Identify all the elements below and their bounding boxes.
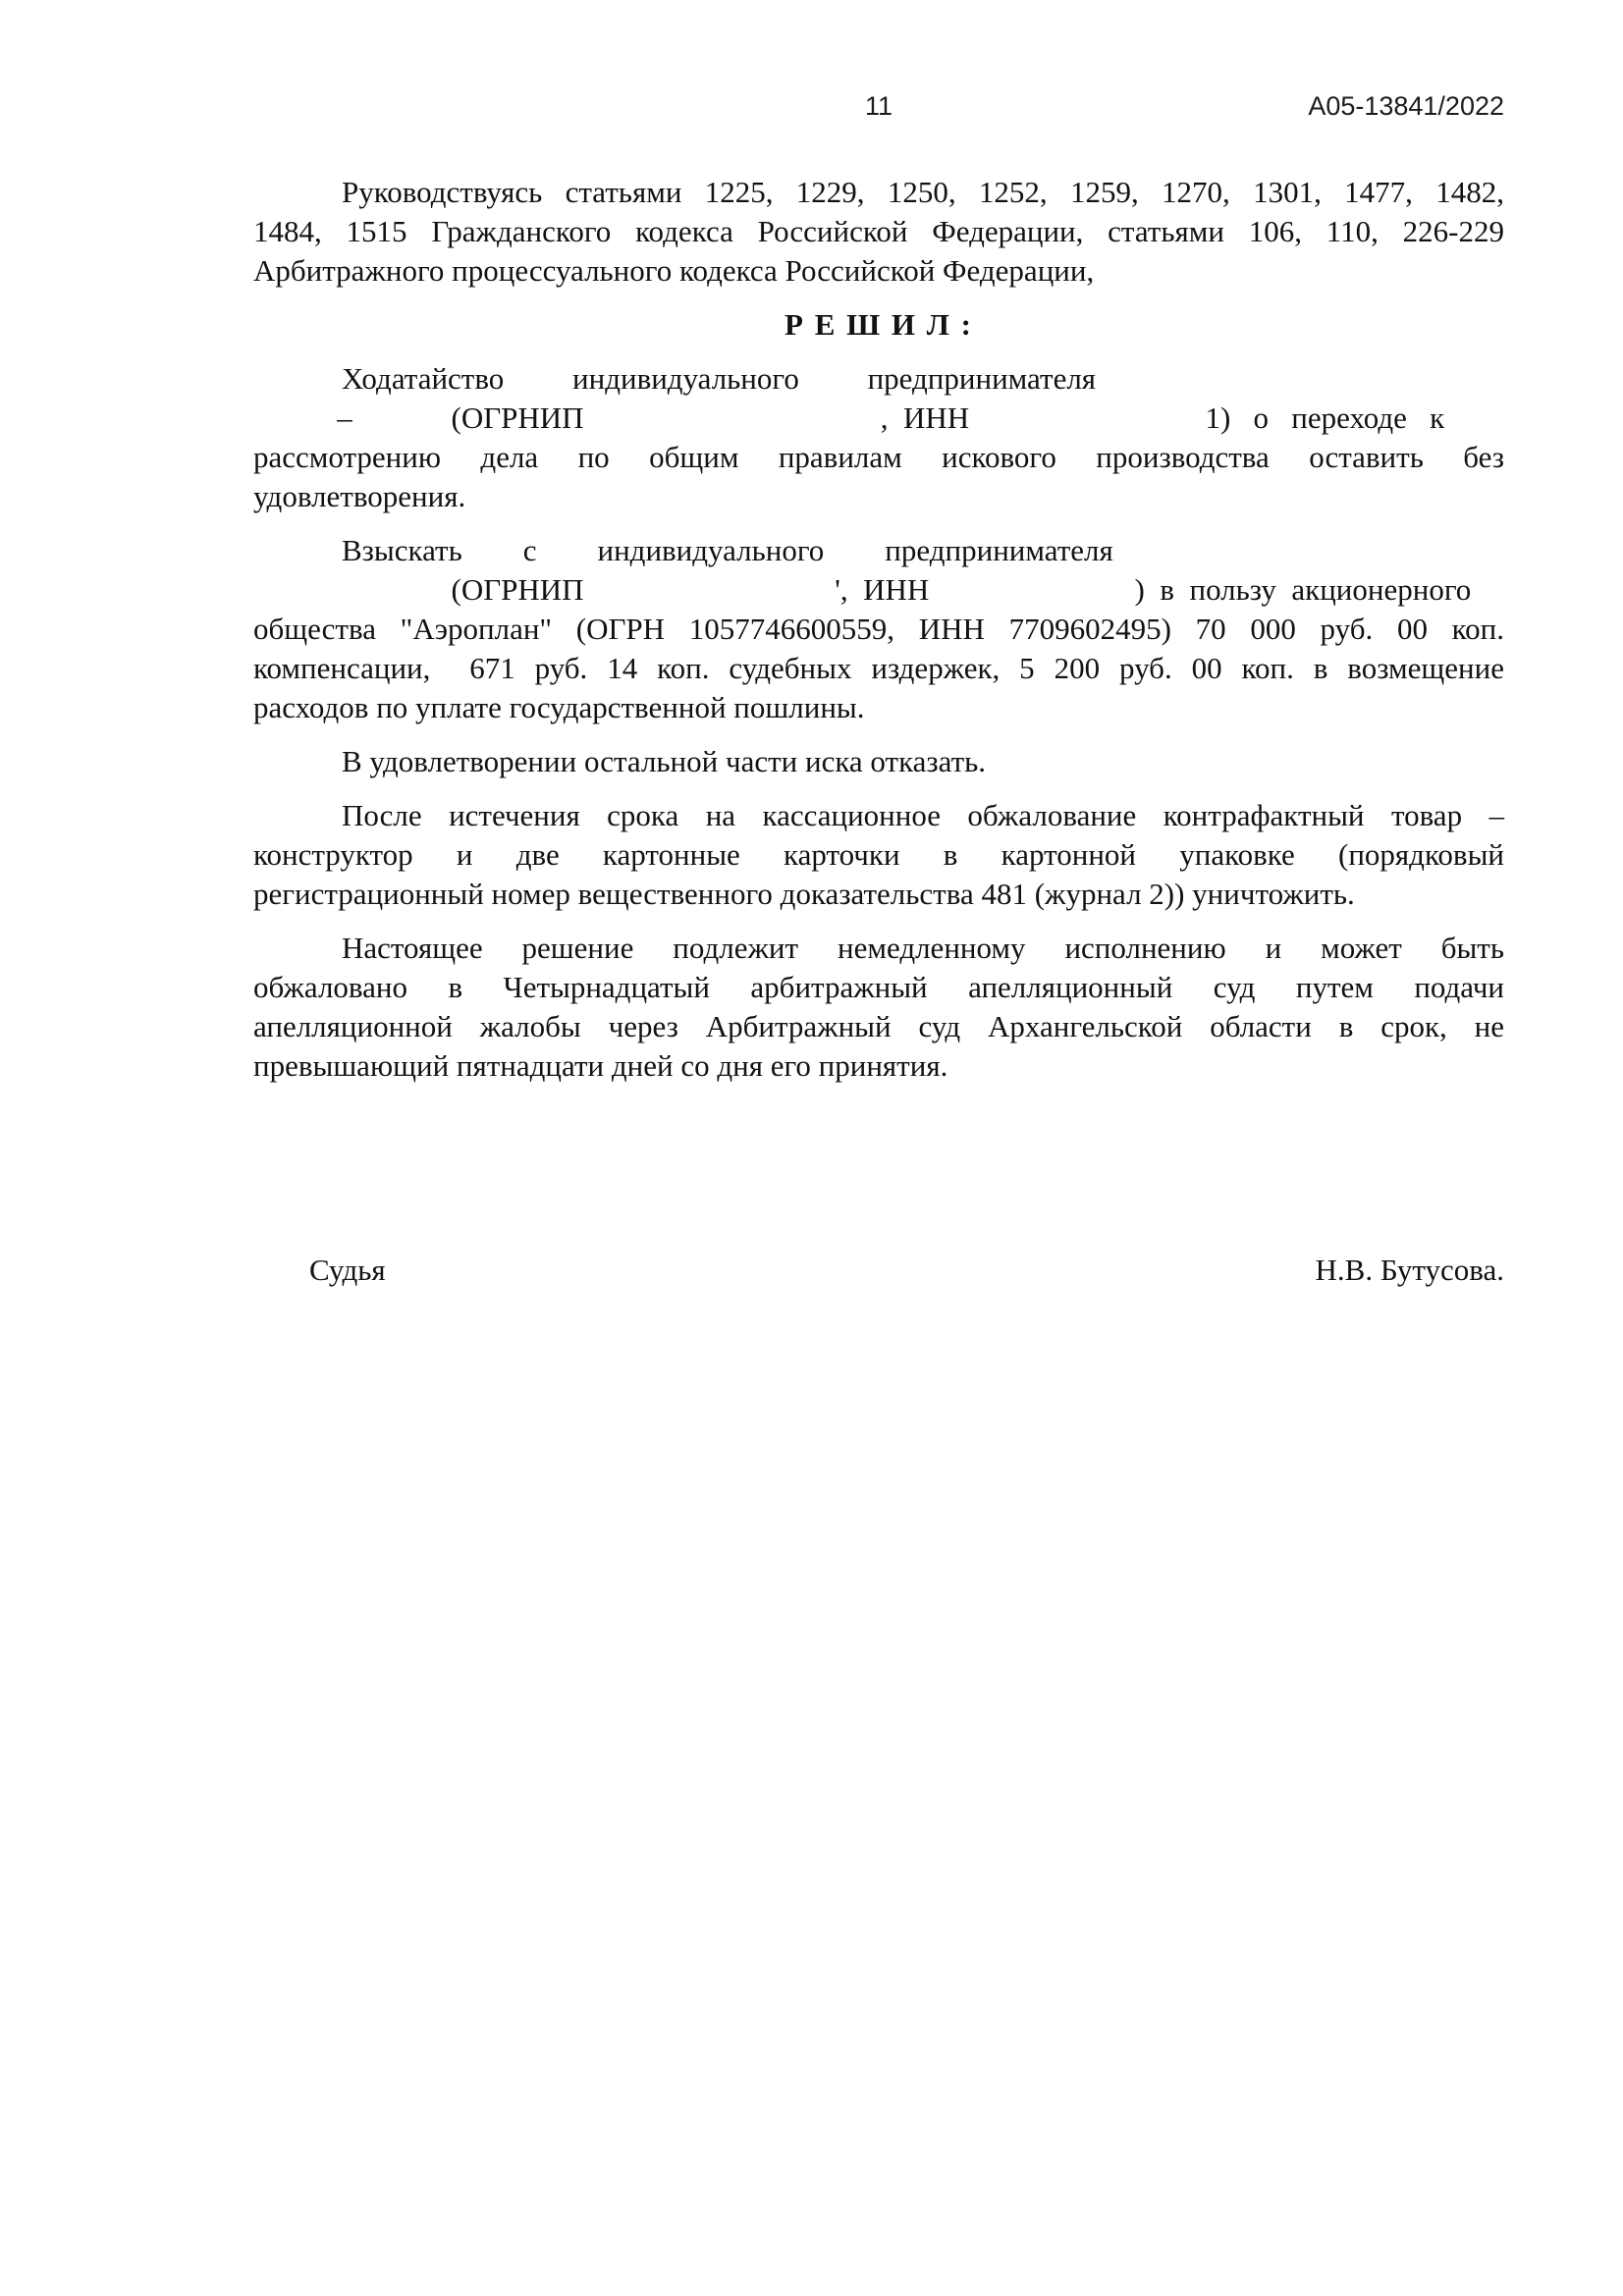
signature-row <box>253 1251 1504 1290</box>
text-line-redacted: (ОГРНИП ', ИНН ) в пользу акционерного <box>253 572 1472 607</box>
para-ruling-basis <box>253 173 1504 291</box>
text-line: удовлетворения. <box>253 479 466 513</box>
text-line: Руководствуясь статьями 1225, 1229, 1250, 1252, 1259, 1270, 1301, 1477, 1482, <box>342 175 1504 209</box>
text-line: расходов по уплате государственной пошлины. <box>253 690 865 724</box>
para-motion-ruling <box>253 359 1504 516</box>
text-line: апелляционной жалобы через Арбитражный суд Архангельской области в срок, не <box>253 1009 1504 1043</box>
text-line: Настоящее решение подлежит немедленному исполнению и может быть <box>342 931 1504 965</box>
text-line: компенсации, 671 руб. 14 коп. судебных издержек, 5 200 руб. 00 коп. в возмещение <box>253 651 1504 685</box>
text-line: превышающий пятнадцати дней со дня его принятия. <box>253 1048 948 1083</box>
text-line: общества "Аэроплан" (ОГРН 1057746600559, ИНН 7709602495) 70 000 руб. 00 коп. <box>253 612 1504 646</box>
text-line: 1484, 1515 Гражданского кодекса Российской Федерации, статьями 106, 110, 226-229 <box>253 214 1504 248</box>
text-line: В удовлетворении остальной части иска отказать. <box>342 744 987 778</box>
page-header <box>253 90 1504 122</box>
text-line: Ходатайство индивидуального предпринимателя <box>342 361 1097 396</box>
text-line: рассмотрению дела по общим правилам искового производства оставить без <box>253 440 1504 474</box>
para-partial-denial <box>253 742 1504 781</box>
case-number: А05-13841/2022 <box>1308 91 1504 121</box>
judge-role-label: Судья <box>309 1253 386 1287</box>
text-line: конструктор и две картонные карточки в картонной упаковке (порядковый <box>253 837 1504 872</box>
text-line: После истечения срока на кассационное обжалование контрафактный товар – <box>342 798 1504 832</box>
text-line: регистрационный номер вещественного доказательства 481 (журнал 2)) уничтожить. <box>253 877 1355 911</box>
text-line: Арбитражного процессуального кодекса Российской Федерации, <box>253 253 1095 288</box>
text-line-redacted: – (ОГРНИП , ИНН 1) о переходе к <box>253 400 1445 435</box>
text-line: Взыскать с индивидуального предпринимателя <box>342 533 1113 567</box>
para-destruction-order <box>253 796 1504 914</box>
page-number: 11 <box>864 91 893 121</box>
document-content <box>253 90 1504 1290</box>
heading-decision: Р Е Ш И Л : <box>784 307 973 342</box>
para-recovery-ruling <box>253 531 1504 727</box>
text-line: обжаловано в Четырнадцатый арбитражный апелляционный суд путем подачи <box>253 970 1504 1004</box>
judge-name: Н.В. Бутусова. <box>1315 1253 1504 1287</box>
para-appeal-procedure <box>253 929 1504 1086</box>
